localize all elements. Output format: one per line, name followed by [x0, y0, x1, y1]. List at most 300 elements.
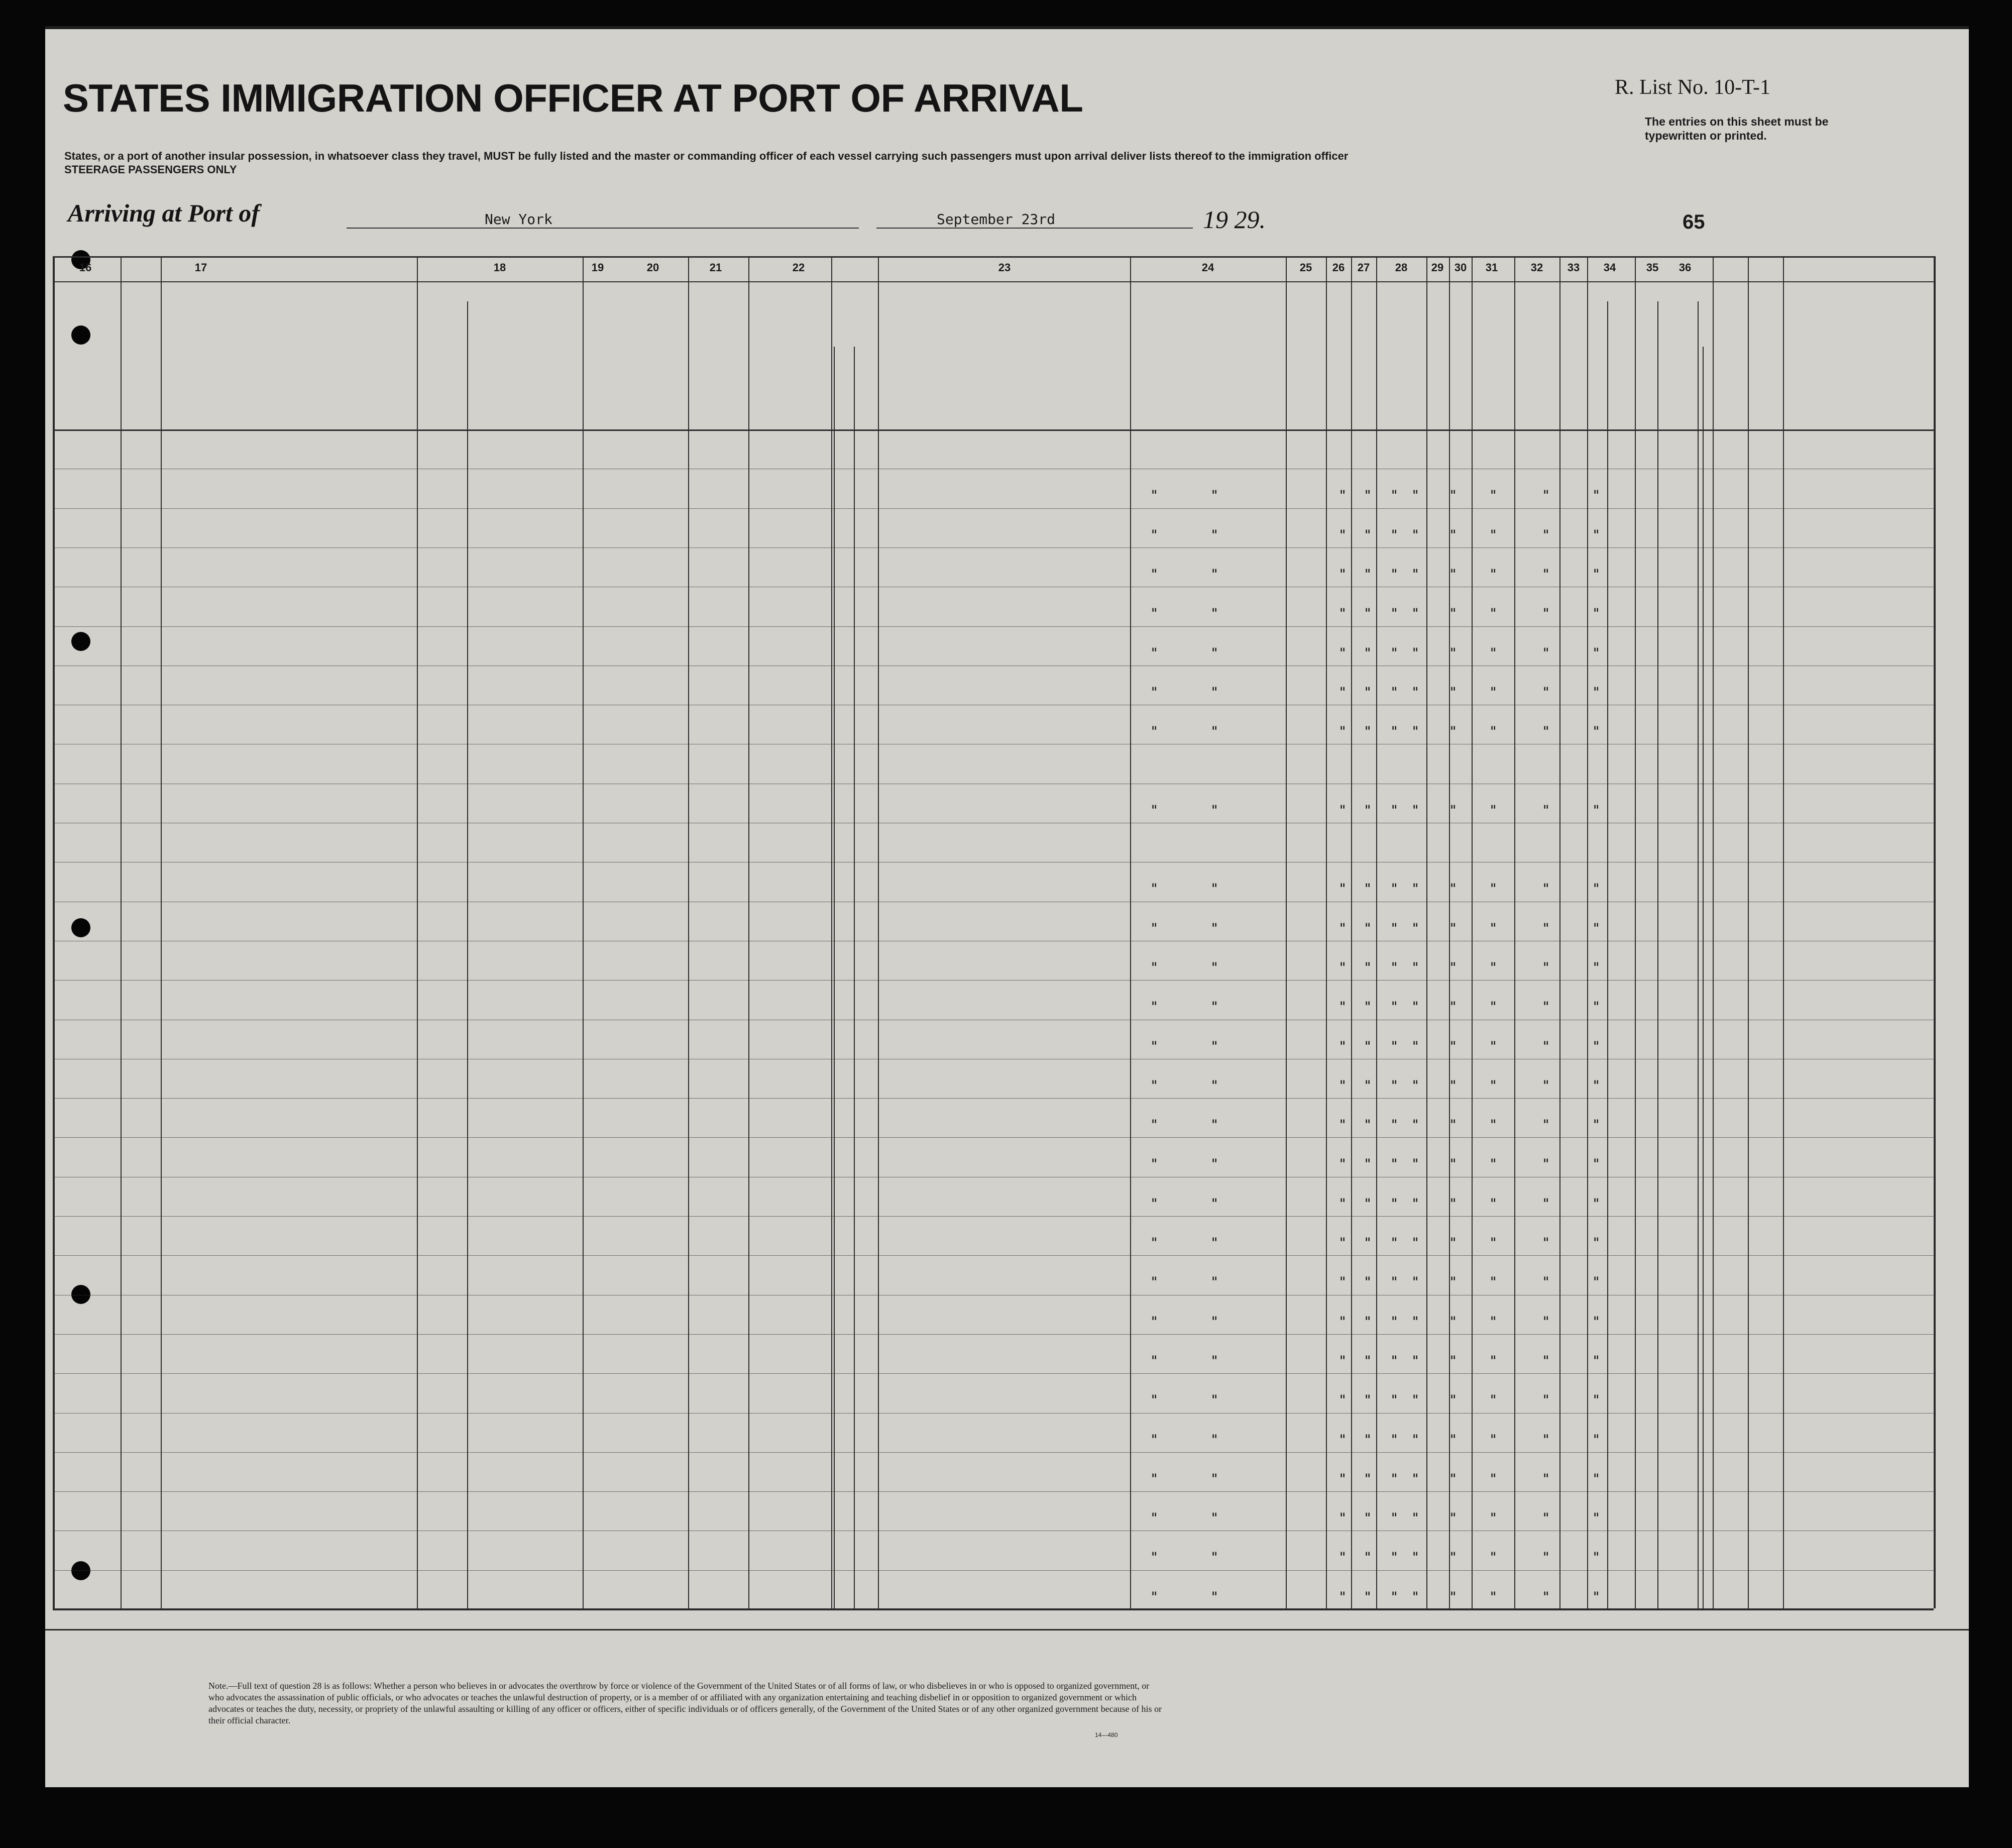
ditto-mark: " [1542, 684, 1550, 700]
ditto-mark: " [1150, 1077, 1159, 1094]
ditto-mark: " [1449, 1471, 1458, 1487]
ditto-mark: " [1489, 1274, 1498, 1290]
ditto-mark: " [1150, 1195, 1159, 1212]
ditto-mark: " [1411, 1038, 1420, 1054]
ditto-mark: " [1364, 1117, 1372, 1133]
ditto-mark: " [1411, 1392, 1420, 1408]
ditto-mark: " [1210, 1432, 1219, 1448]
ditto-mark: " [1390, 645, 1399, 661]
column-rule [854, 347, 855, 1608]
ditto-mark: " [1489, 724, 1498, 740]
ditto-mark: " [1411, 1235, 1420, 1251]
ditto-mark: " [1411, 488, 1420, 504]
ditto-mark: " [1489, 1392, 1498, 1408]
port-line [347, 228, 859, 229]
list-note: The entries on this sheet must be typewritten or printed. [1645, 115, 1829, 142]
ditto-mark: " [1592, 1432, 1601, 1448]
ditto-mark: " [1210, 1274, 1219, 1290]
ditto-mark: " [1364, 566, 1372, 582]
ditto-mark: " [1489, 1550, 1498, 1566]
ditto-mark: " [1338, 881, 1347, 897]
ditto-mark: " [1210, 959, 1219, 975]
ditto-mark: " [1542, 1235, 1550, 1251]
column-rule [878, 256, 879, 1608]
column-rule [583, 256, 584, 1608]
column-number: 21 [709, 261, 722, 274]
ditto-mark: " [1210, 920, 1219, 936]
ditto-mark: " [1489, 1117, 1498, 1133]
ditto-mark: " [1449, 1195, 1458, 1212]
ditto-mark: " [1489, 1353, 1498, 1369]
ditto-mark: " [1390, 1471, 1399, 1487]
ditto-mark: " [1449, 1117, 1458, 1133]
ditto-mark: " [1592, 1314, 1601, 1330]
column-rule [121, 256, 122, 1608]
ditto-mark: " [1390, 1353, 1399, 1369]
ditto-mark: " [1592, 1077, 1601, 1094]
ditto-mark: " [1210, 1117, 1219, 1133]
ditto-mark: " [1390, 566, 1399, 582]
row-rule [53, 1137, 1934, 1138]
column-rule [1934, 256, 1936, 1608]
ditto-mark: " [1150, 1471, 1159, 1487]
ditto-mark: " [1338, 1471, 1347, 1487]
ditto-mark: " [1150, 1235, 1159, 1251]
ditto-mark: " [1592, 1038, 1601, 1054]
ditto-mark: " [1390, 802, 1399, 818]
ditto-mark: " [1338, 527, 1347, 543]
ditto-mark: " [1150, 1156, 1159, 1172]
ditto-mark: " [1542, 1314, 1550, 1330]
ditto-mark: " [1338, 959, 1347, 975]
ditto-mark: " [1390, 606, 1399, 622]
ditto-mark: " [1411, 1274, 1420, 1290]
row-rule [53, 1255, 1934, 1256]
ditto-mark: " [1364, 1589, 1372, 1605]
ditto-mark: " [1449, 1038, 1458, 1054]
column-number: 26 [1332, 261, 1345, 274]
ditto-mark: " [1364, 1471, 1372, 1487]
ditto-mark: " [1210, 1195, 1219, 1212]
list-number: R. List No. 10-T-1 [1615, 76, 1770, 99]
column-number: 28 [1395, 261, 1408, 274]
port-value: New York [485, 211, 552, 228]
ditto-mark: " [1210, 488, 1219, 504]
ditto-mark: " [1592, 999, 1601, 1015]
ditto-mark: " [1364, 920, 1372, 936]
ditto-mark: " [1592, 881, 1601, 897]
ditto-mark: " [1210, 1314, 1219, 1330]
ditto-mark: " [1150, 1117, 1159, 1133]
ditto-mark: " [1150, 606, 1159, 622]
column-number: 22 [792, 261, 805, 274]
ditto-mark: " [1338, 606, 1347, 622]
ditto-mark: " [1364, 606, 1372, 622]
header-bottom-rule [53, 429, 1934, 431]
ditto-mark: " [1364, 1156, 1372, 1172]
ditto-mark: " [1489, 684, 1498, 700]
ditto-mark: " [1364, 802, 1372, 818]
ditto-mark: " [1449, 1432, 1458, 1448]
column-number: 36 [1679, 261, 1692, 274]
ditto-mark: " [1150, 488, 1159, 504]
ditto-mark: " [1592, 684, 1601, 700]
ditto-mark: " [1390, 881, 1399, 897]
ditto-mark: " [1489, 488, 1498, 504]
row-rule [53, 980, 1934, 981]
column-number: 27 [1357, 261, 1370, 274]
ditto-mark: " [1390, 1314, 1399, 1330]
ditto-mark: " [1542, 959, 1550, 975]
ditto-mark: " [1542, 1471, 1550, 1487]
ditto-mark: " [1542, 1195, 1550, 1212]
column-number: 19 [591, 261, 604, 274]
ditto-mark: " [1364, 1550, 1372, 1566]
ditto-mark: " [1489, 802, 1498, 818]
column-rule [1514, 256, 1515, 1608]
ditto-mark: " [1449, 606, 1458, 622]
ditto-mark: " [1150, 684, 1159, 700]
ditto-mark: " [1542, 1077, 1550, 1094]
ditto-mark: " [1489, 527, 1498, 543]
column-number: 23 [998, 261, 1011, 274]
column-rule [688, 256, 689, 1608]
ditto-mark: " [1592, 724, 1601, 740]
column-rule [1326, 256, 1327, 1608]
ditto-mark: " [1390, 920, 1399, 936]
column-rule [1703, 347, 1704, 1608]
ditto-mark: " [1364, 1392, 1372, 1408]
ditto-mark: " [1592, 1550, 1601, 1566]
column-rule [834, 347, 835, 1608]
ditto-mark: " [1449, 802, 1458, 818]
ditto-mark: " [1489, 1195, 1498, 1212]
ditto-mark: " [1411, 999, 1420, 1015]
ditto-mark: " [1449, 684, 1458, 700]
ditto-mark: " [1411, 1471, 1420, 1487]
ditto-mark: " [1364, 999, 1372, 1015]
ditto-mark: " [1338, 1117, 1347, 1133]
page-number: 65 [1683, 211, 1705, 233]
ditto-mark: " [1449, 881, 1458, 897]
ditto-mark: " [1364, 1038, 1372, 1054]
ditto-mark: " [1338, 1156, 1347, 1172]
ditto-mark: " [1411, 1117, 1420, 1133]
column-number: 20 [646, 261, 659, 274]
column-number: 31 [1485, 261, 1498, 274]
row-rule [53, 1334, 1934, 1335]
ditto-mark: " [1449, 1156, 1458, 1172]
ditto-mark: " [1338, 1589, 1347, 1605]
ditto-mark: " [1150, 881, 1159, 897]
ditto-mark: " [1489, 881, 1498, 897]
ditto-mark: " [1542, 645, 1550, 661]
ditto-mark: " [1489, 566, 1498, 582]
ditto-mark: " [1390, 1117, 1399, 1133]
ditto-mark: " [1364, 881, 1372, 897]
header-top-rule [53, 256, 1934, 258]
ditto-mark: " [1338, 999, 1347, 1015]
ditto-mark: " [1542, 881, 1550, 897]
ditto-mark: " [1411, 724, 1420, 740]
row-rule [53, 508, 1934, 509]
row-rule [53, 1452, 1934, 1453]
ditto-mark: " [1364, 645, 1372, 661]
ditto-mark: " [1489, 999, 1498, 1015]
column-rule [748, 256, 749, 1608]
ditto-mark: " [1210, 1353, 1219, 1369]
ditto-mark: " [1411, 1195, 1420, 1212]
column-rule [1472, 256, 1473, 1608]
ditto-mark: " [1449, 959, 1458, 975]
ditto-mark: " [1411, 1589, 1420, 1605]
ditto-mark: " [1592, 1156, 1601, 1172]
ditto-mark: " [1411, 684, 1420, 700]
ditto-mark: " [1210, 999, 1219, 1015]
ditto-mark: " [1592, 1117, 1601, 1133]
ditto-mark: " [1150, 1432, 1159, 1448]
ditto-mark: " [1489, 959, 1498, 975]
form-number: 14—480 [1095, 1731, 1118, 1738]
column-rule [1783, 256, 1784, 1608]
column-rule [1376, 256, 1377, 1608]
ditto-mark: " [1542, 527, 1550, 543]
ditto-mark: " [1390, 959, 1399, 975]
ditto-mark: " [1338, 802, 1347, 818]
ditto-mark: " [1364, 724, 1372, 740]
footer-note: Note.—Full text of question 28 is as follows: Whether a person who believes in or advocates the overthrow by force or violence of the Government of the United States or of all forms of law, or who disbelieves in or who is opposed to organized government, or who advocates the assassination of public officials, or who advocates or teaches the unlawful destruction of property, or is a member of or affiliated with any organization entertaining and teaching disbelief in or opposition to organized government or which advocates or teaches the duty, necessity, or propriety of the unlawful assaulting or killing of any officer or officers, either of specific individuals or of officers generally, of the Government of the United States or of any other organized government because of his or their official character. [208, 1681, 1162, 1725]
ditto-mark: " [1542, 802, 1550, 818]
ditto-mark: " [1338, 645, 1347, 661]
ditto-mark: " [1449, 1314, 1458, 1330]
ditto-mark: " [1150, 1353, 1159, 1369]
ditto-mark: " [1150, 1038, 1159, 1054]
column-rule [1286, 256, 1287, 1608]
ditto-mark: " [1338, 1432, 1347, 1448]
ditto-mark: " [1390, 1550, 1399, 1566]
ditto-mark: " [1489, 1471, 1498, 1487]
column-number: 24 [1201, 261, 1214, 274]
column-rule [53, 256, 55, 1608]
ditto-mark: " [1364, 1077, 1372, 1094]
binder-hole [71, 1561, 90, 1580]
column-rule [1748, 256, 1749, 1608]
ditto-mark: " [1210, 1077, 1219, 1094]
ditto-mark: " [1338, 1510, 1347, 1527]
ditto-mark: " [1150, 1314, 1159, 1330]
ditto-mark: " [1411, 1077, 1420, 1094]
ditto-mark: " [1210, 724, 1219, 740]
ditto-mark: " [1390, 1195, 1399, 1212]
ditto-mark: " [1210, 1471, 1219, 1487]
ditto-mark: " [1390, 999, 1399, 1015]
ditto-mark: " [1592, 1195, 1601, 1212]
ditto-mark: " [1390, 527, 1399, 543]
ditto-mark: " [1210, 1156, 1219, 1172]
table-bottom-rule [53, 1608, 1934, 1610]
column-number: 25 [1299, 261, 1312, 274]
binder-hole [71, 632, 90, 651]
binder-hole [71, 918, 90, 937]
column-number: 17 [194, 261, 207, 274]
ditto-mark: " [1489, 606, 1498, 622]
ditto-mark: " [1449, 1510, 1458, 1527]
ditto-mark: " [1390, 684, 1399, 700]
column-rule [1130, 256, 1131, 1608]
row-rule [53, 1491, 1934, 1492]
ditto-mark: " [1338, 488, 1347, 504]
ditto-mark: " [1390, 1432, 1399, 1448]
ditto-mark: " [1449, 920, 1458, 936]
column-rule [1657, 347, 1658, 1608]
ditto-mark: " [1411, 1510, 1420, 1527]
ditto-mark: " [1592, 959, 1601, 975]
ditto-mark: " [1592, 1510, 1601, 1527]
ditto-mark: " [1390, 1038, 1399, 1054]
ditto-mark: " [1592, 1235, 1601, 1251]
ditto-mark: " [1364, 488, 1372, 504]
ditto-mark: " [1210, 1589, 1219, 1605]
ditto-mark: " [1411, 566, 1420, 582]
ditto-mark: " [1338, 1235, 1347, 1251]
ditto-mark: " [1592, 606, 1601, 622]
ditto-mark: " [1210, 684, 1219, 700]
ditto-mark: " [1338, 1195, 1347, 1212]
ditto-mark: " [1592, 645, 1601, 661]
ditto-mark: " [1411, 1314, 1420, 1330]
column-number: 35 [1646, 261, 1659, 274]
ditto-mark: " [1150, 566, 1159, 582]
ditto-mark: " [1592, 1353, 1601, 1369]
ditto-mark: " [1210, 645, 1219, 661]
ditto-mark: " [1449, 724, 1458, 740]
ditto-mark: " [1150, 1392, 1159, 1408]
ditto-mark: " [1449, 1550, 1458, 1566]
ditto-mark: " [1542, 1274, 1550, 1290]
year-value: 19 29. [1203, 205, 1266, 234]
ditto-mark: " [1150, 802, 1159, 818]
ditto-mark: " [1150, 645, 1159, 661]
ditto-mark: " [1390, 1274, 1399, 1290]
ditto-mark: " [1364, 1274, 1372, 1290]
row-rule [53, 1216, 1934, 1217]
ditto-mark: " [1364, 1510, 1372, 1527]
ditto-mark: " [1364, 1195, 1372, 1212]
ditto-mark: " [1489, 1314, 1498, 1330]
page-title: STATES IMMIGRATION OFFICER AT PORT OF ARRIVAL [63, 76, 1083, 120]
ditto-mark: " [1338, 1038, 1347, 1054]
ditto-mark: " [1542, 999, 1550, 1015]
column-number: 30 [1454, 261, 1467, 274]
column-number: 18 [493, 261, 506, 274]
ditto-mark: " [1592, 1274, 1601, 1290]
ditto-mark: " [1338, 1274, 1347, 1290]
column-number-rule [53, 281, 1934, 282]
ditto-mark: " [1542, 1117, 1550, 1133]
ditto-mark: " [1338, 566, 1347, 582]
ditto-mark: " [1489, 920, 1498, 936]
ditto-mark: " [1390, 1235, 1399, 1251]
ditto-mark: " [1210, 527, 1219, 543]
column-rule [831, 256, 832, 1608]
ditto-mark: " [1449, 1077, 1458, 1094]
ditto-mark: " [1411, 802, 1420, 818]
ditto-mark: " [1364, 1432, 1372, 1448]
row-rule [53, 1413, 1934, 1414]
ditto-mark: " [1210, 566, 1219, 582]
ditto-mark: " [1449, 1353, 1458, 1369]
manifest-sheet [45, 26, 1969, 1787]
column-rule [1713, 256, 1714, 1608]
ditto-mark: " [1210, 1510, 1219, 1527]
ditto-mark: " [1338, 724, 1347, 740]
ditto-mark: " [1390, 488, 1399, 504]
ditto-mark: " [1449, 999, 1458, 1015]
ditto-mark: " [1390, 1077, 1399, 1094]
row-rule [53, 1373, 1934, 1374]
ditto-mark: " [1411, 881, 1420, 897]
ditto-mark: " [1542, 920, 1550, 936]
ditto-mark: " [1542, 1550, 1550, 1566]
ditto-mark: " [1150, 724, 1159, 740]
ditto-mark: " [1150, 1510, 1159, 1527]
ditto-mark: " [1364, 959, 1372, 975]
ditto-mark: " [1150, 1589, 1159, 1605]
column-rule [1587, 256, 1588, 1608]
ditto-mark: " [1150, 1550, 1159, 1566]
row-rule [53, 1098, 1934, 1099]
ditto-mark: " [1210, 1392, 1219, 1408]
ditto-mark: " [1449, 1235, 1458, 1251]
ditto-mark: " [1489, 1235, 1498, 1251]
ditto-mark: " [1592, 566, 1601, 582]
ditto-mark: " [1390, 1392, 1399, 1408]
ditto-mark: " [1411, 1156, 1420, 1172]
ditto-mark: " [1411, 1432, 1420, 1448]
ditto-mark: " [1338, 920, 1347, 936]
ditto-mark: " [1542, 488, 1550, 504]
ditto-mark: " [1210, 1550, 1219, 1566]
column-number: 34 [1603, 261, 1616, 274]
column-rule [161, 256, 162, 1608]
ditto-mark: " [1592, 920, 1601, 936]
ditto-mark: " [1449, 566, 1458, 582]
date-value: September 23rd [937, 211, 1056, 228]
ditto-mark: " [1338, 1314, 1347, 1330]
ditto-mark: " [1411, 1550, 1420, 1566]
ditto-mark: " [1338, 684, 1347, 700]
column-number: 16 [79, 261, 92, 274]
ditto-mark: " [1210, 606, 1219, 622]
ditto-mark: " [1390, 1156, 1399, 1172]
ditto-mark: " [1210, 1235, 1219, 1251]
ditto-mark: " [1489, 1432, 1498, 1448]
ditto-mark: " [1390, 1510, 1399, 1527]
ditto-mark: " [1338, 1550, 1347, 1566]
ditto-mark: " [1210, 1038, 1219, 1054]
ditto-mark: " [1489, 1589, 1498, 1605]
column-rule [1351, 256, 1352, 1608]
ditto-mark: " [1592, 1589, 1601, 1605]
ditto-mark: " [1592, 802, 1601, 818]
ditto-mark: " [1338, 1077, 1347, 1094]
ditto-mark: " [1592, 1471, 1601, 1487]
ditto-mark: " [1489, 1156, 1498, 1172]
column-rule [417, 256, 418, 1608]
ditto-mark: " [1592, 527, 1601, 543]
ditto-mark: " [1542, 1392, 1550, 1408]
ditto-mark: " [1364, 1353, 1372, 1369]
